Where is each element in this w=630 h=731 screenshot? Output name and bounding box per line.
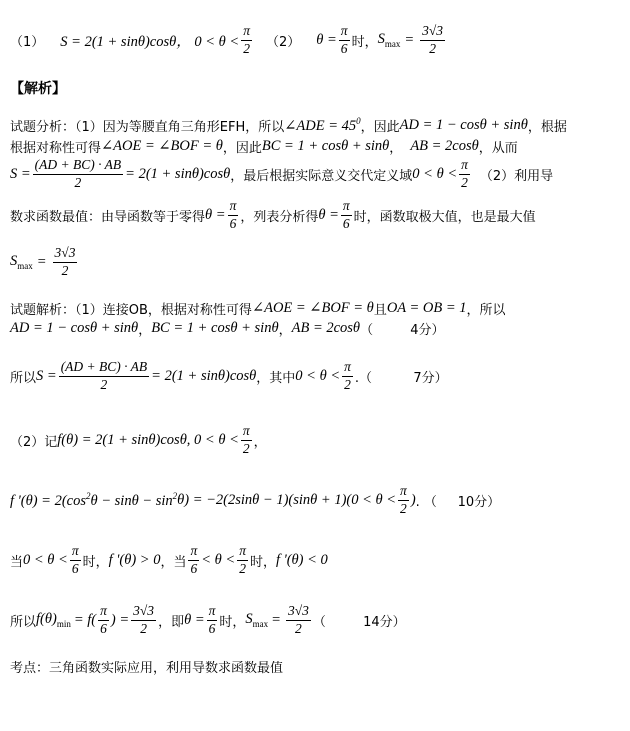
- area-formula: S = 2(1 + sinθ)cosθ， 0 < θ <: [60, 33, 240, 50]
- equals-sign: =: [404, 31, 415, 48]
- solution-line-7: 所以 $f(\theta)_{min}$ = f( $\frac{\pi}{6}$ ) = $\frac{3√3}{2}$ ，即 θ = $\frac{\pi}{6}$ 时， $S_{max}$ = $\frac{3√3}{2}$ （ 14分）: [10, 602, 406, 636]
- part2-label: （2）: [265, 34, 301, 50]
- solution-line-1: 试题解析：（1）连接OB，根据对称性可得 ∠AOE = ∠BOF = θ 且 OA = OB = 1 ，所以: [10, 299, 506, 318]
- analysis-line-5: $S_{max}$ = $\frac{3√3}{2}$: [10, 244, 76, 278]
- answer-line: [10, 20, 622, 60]
- jiexi-header: 【解析】: [10, 81, 66, 97]
- fraction-3sqrt3-over-2: $\frac{3√3}{2}$: [422, 22, 444, 56]
- area-fraction: $\frac{(AD + BC) \cdot AB}{2}$: [34, 156, 122, 190]
- fraction-pi-over-2: $\frac{\pi}{2}$: [243, 22, 250, 56]
- solution-line-4: （2）记 f(θ) = 2(1 + sinθ)cosθ, 0 < θ < $\frac{\pi}{2}$ ，: [10, 422, 267, 456]
- solution-line-5: f '$(\theta) = 2(\cos^2$ $\theta - \sin\theta - \sin^2$ θ) = −2(2sinθ − 1)(sinθ + 1)(0 < θ < $\frac{\pi}{2}$ ) . （ 10分）: [10, 482, 501, 516]
- angle-ade: ∠ADE = $45^0$: [284, 115, 361, 134]
- s-max: $S_{max}$: [377, 31, 401, 49]
- solution-line-2: AD = 1 − cosθ + sinθ ， BC = 1 + cosθ + sinθ ， AB = 2cosθ （ 4分）: [10, 319, 445, 338]
- analysis-line-3: S = $\frac{(AD + BC) \cdot AB}{2}$ = 2(1 + sinθ)cosθ ，最后根据实际意义交代定义域 0 < θ < $\frac{\pi}{2}$ （2）利用导: [10, 156, 554, 190]
- part1-label: （1）: [10, 34, 45, 50]
- analysis-line-2: 根据对称性可得 ∠AOE = ∠BOF = θ ，因此 BC = 1 + cosθ + sinθ ， AB = 2cosθ ，从而: [10, 137, 518, 156]
- analysis-line-1: 试题分析：（1）因为等腰直角三角形EFH，所以 ∠ADE = $45^0$ ，因此 AD = 1 − cosθ + sinθ ，根据: [10, 115, 567, 135]
- analysis-line-4: 数求函数最值：由导函数等于零得 θ = $\frac{\pi}{6}$ ，列表分析得 θ = $\frac{\pi}{6}$ 时，函数取极大值，也是最大值: [10, 197, 536, 231]
- when-text: 时，: [351, 34, 378, 50]
- solution-line-6: 当 0 < θ < $\frac{\pi}{6}$ 时， f '(θ) > 0 ，当 $\frac{\pi}{6}$ < θ < $\frac{\pi}{2}$ 时， f '(θ) < 0: [10, 542, 328, 576]
- ad-formula: AD = 1 − cosθ + sinθ: [399, 116, 528, 133]
- solution-line-3: 所以 S = $\frac{(AD + BC) \cdot AB}{2}$ = 2(1 + sinθ)cosθ ，其中 0 < θ < $\frac{\pi}{2}$ .（ 7分）: [10, 358, 448, 392]
- kaodian-line: 考点：三角函数实际应用，利用导数求函数最值: [10, 660, 284, 676]
- fraction-pi-over-6: $\frac{\pi}{6}$: [340, 22, 348, 56]
- theta-equals: θ =: [316, 31, 337, 48]
